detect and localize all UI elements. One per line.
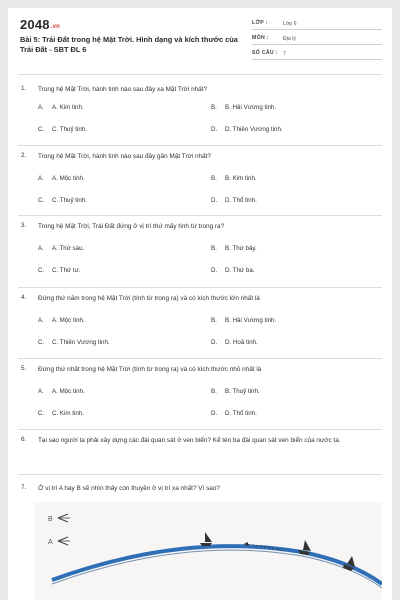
option-d[interactable] [211,197,257,204]
option-letter: D. [211,339,218,346]
divider [18,474,382,475]
option-a[interactable] [38,388,85,395]
option-d[interactable] [211,267,254,274]
question-number: 3. [21,222,27,229]
option-text: D. Thiên Vương tinh. [225,126,283,133]
option-text: C. Thuỷ tinh. [52,126,87,133]
option-text: A. Kim tinh. [52,104,84,111]
question-text: Trong hệ Mặt Trời, Trái Đất đứng ở vị trí thứ mấy tính từ trong ra? [38,223,225,230]
boat-icon-1 [200,532,212,546]
question-number: 5. [21,365,27,372]
option-text: C. Kim tinh. [52,410,84,417]
divider [18,429,382,430]
option-letter: A. [38,175,44,182]
meta-subject-value: Địa lý [283,35,296,42]
divider [18,215,382,216]
option-a[interactable] [38,317,85,324]
meta-count-value: 7 [283,50,286,57]
question-text: Trong hệ Mặt Trời, hành tinh nào sau đây xa Mặt Trời nhất? [38,86,208,93]
site-logo[interactable] [20,17,60,32]
option-letter: D. [211,197,218,204]
option-b[interactable] [211,388,260,395]
option-letter: A. [38,388,44,395]
option-c[interactable] [38,126,87,133]
option-letter: C. [38,197,45,204]
option-letter: D. [211,267,218,274]
option-text: A. Thứ sáu. [52,245,85,252]
logo-suffix: .vn [50,24,61,30]
header [8,8,392,74]
option-letter: B. [211,175,217,182]
option-c[interactable] [38,410,84,417]
divider [18,358,382,359]
option-letter: B. [211,317,217,324]
option-letter: D. [211,126,218,133]
option-a[interactable] [38,104,84,111]
meta-count-label: SỐ CÂU : [252,50,278,56]
option-a[interactable] [38,175,85,182]
worksheet-page [8,8,392,600]
question-text: Trong hệ Mặt Trời, hành tinh nào sau đây gần Mặt Trời nhất? [38,153,211,160]
boat-figure [34,502,382,600]
option-c[interactable] [38,197,87,204]
option-text: D. Thổ tinh. [225,197,257,204]
meta-count [252,49,382,60]
option-letter: A. [38,245,44,252]
question-text: Đứng thứ năm trong hệ Mặt Trời (tính từ trong ra) và có kích thước lớn nhất là [38,295,260,302]
meta-class-value: Lớp 6 [283,20,297,27]
option-text: B. Thứ bảy. [225,245,257,252]
option-text: A. Mộc tinh. [52,317,85,324]
option-letter: A. [38,317,44,324]
option-text: D. Hoả tinh. [225,339,258,346]
option-letter: C. [38,410,45,417]
option-text: C. Thuỷ tinh. [52,197,87,204]
question-number: 7. [21,484,27,491]
option-text: A. Mộc tinh. [52,175,85,182]
option-d[interactable] [211,410,257,417]
label-b: B [48,516,53,523]
option-text: B. Hải Vương tinh. [225,104,277,111]
boat-icon-2 [298,540,311,555]
option-text: B. Kim tinh. [225,175,257,182]
option-letter: C. [38,267,45,274]
option-text: C. Thiên Vương tinh. [52,339,110,346]
option-letter: A. [38,104,44,111]
option-text: D. Thổ tinh. [225,410,257,417]
option-d[interactable] [211,339,258,346]
option-c[interactable] [38,267,80,274]
option-letter: D. [211,410,218,417]
option-b[interactable] [211,317,276,324]
question-text: Đứng thứ nhất trong hệ Mặt Trời (tính từ trong ra) và có kích thước nhỏ nhất là [38,366,262,373]
option-letter: C. [38,339,45,346]
meta-subject [252,34,382,45]
option-text: C. Thứ tư. [52,267,81,274]
divider [18,287,382,288]
option-a[interactable] [38,245,84,252]
option-d[interactable] [211,126,283,133]
option-text: B. Hải Vương tinh. [225,317,277,324]
question-number: 2. [21,152,27,159]
option-b[interactable] [211,245,257,252]
divider [18,145,382,146]
option-b[interactable] [211,104,276,111]
option-letter: B. [211,388,217,395]
sea-curve [52,546,382,584]
divider [18,74,382,75]
eye-b-icon [58,514,70,522]
meta-class [252,19,382,30]
question-number: 6. [21,436,27,443]
option-letter: B. [211,245,217,252]
meta-class-label: LỚP : [252,20,268,26]
question-number: 4. [21,294,27,301]
option-c[interactable] [38,339,110,346]
option-text: D. Thứ ba. [225,267,255,274]
logo-text: 2048 [20,17,50,32]
earth-curvature-illustration [34,502,382,600]
sea-curve-shadow [52,550,382,588]
question-text: Ở vị trí A hay B sẽ nhìn thấy con thuyền ở vị trí xa nhất? Vì sao? [38,485,220,492]
question-text: Tại sao người ta phải xây dựng các đài quan sát ở ven biển? Kể tên ba đài quan sát ven biển của nước ta. [38,437,341,444]
option-letter: B. [211,104,217,111]
option-b[interactable] [211,175,257,182]
label-a: A [48,539,53,546]
question-number: 1. [21,85,27,92]
page-title: Bài 5: Trái Đất trong hệ Mặt Trời. Hình dạng và kích thước của Trái Đất - SBT ĐL 6 [20,35,238,54]
meta-subject-label: MÔN : [252,35,269,41]
eye-a-icon [58,537,70,545]
option-letter: C. [38,126,45,133]
option-text: A. Mộc tinh. [52,388,85,395]
option-text: B. Thuỷ tinh. [225,388,260,395]
